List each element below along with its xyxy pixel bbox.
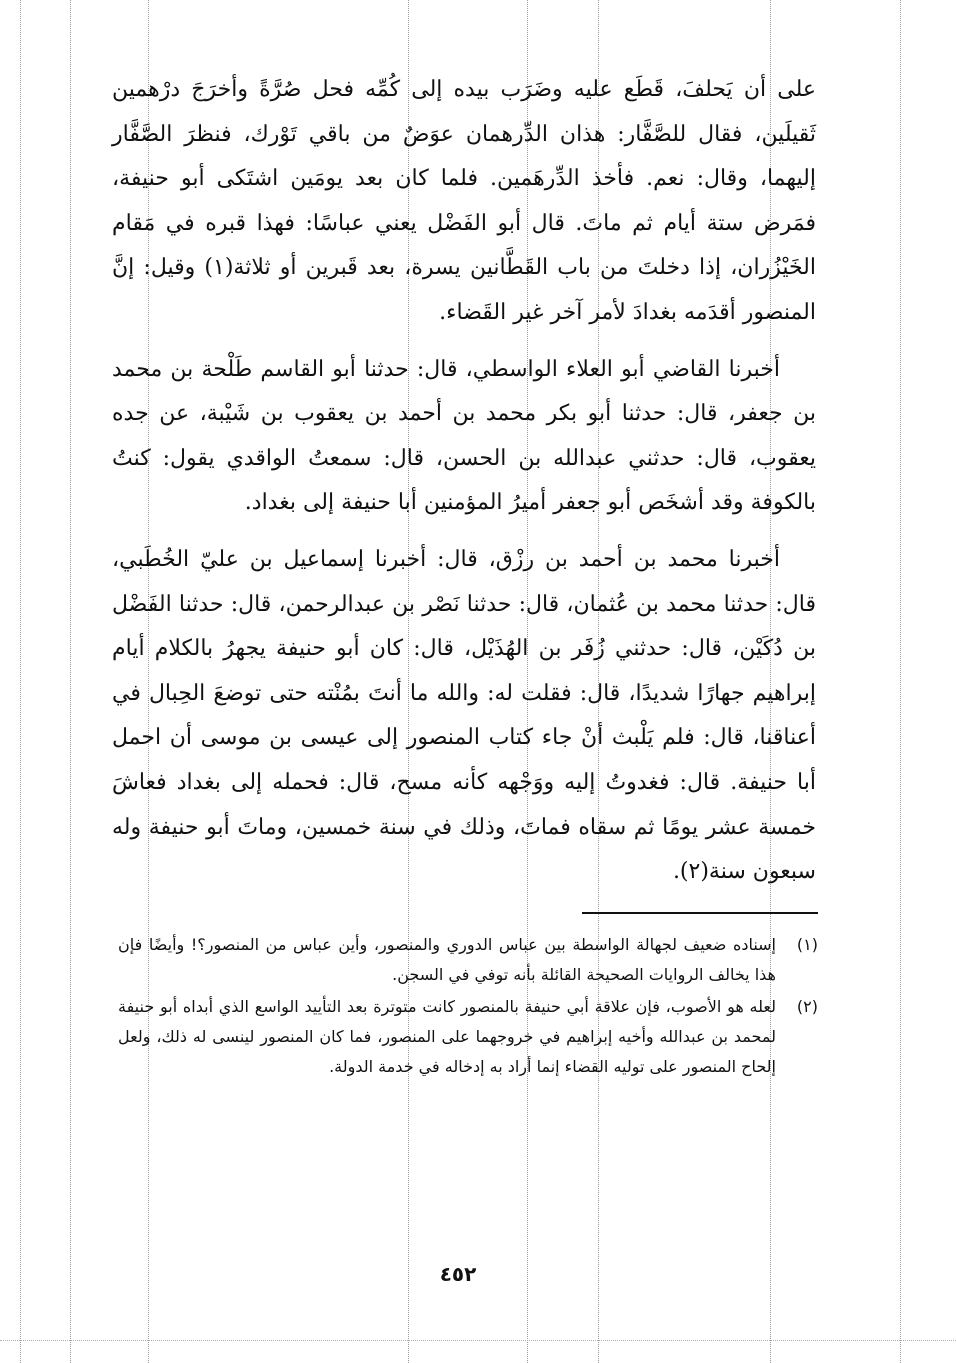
scan-guide-line [900,0,901,1363]
scan-guide-line [70,0,71,1363]
scan-guide-line [20,0,21,1363]
scan-guide-line [0,1340,956,1341]
footnote-number: (١) [796,935,818,954]
paragraph: أخبرنا محمد بن أحمد بن رزْق، قال: أخبرنا إسماعيل بن عليّ الخُطَبي، قال: حدثنا محمد بن عُثمان، قال: حدثنا نَصْر بن عبدالرحمن، قال: حدثنا الفَضْل بن دُكَيْن، قال: حدثني زُفَر بن الهُذَيْل، قال: كان أبو حنيفة يجهرُ بالكلام أيام إبراهيم جهارًا شديدًا، قال: فقلت له: والله ما أنتَ بمُنْته حتى توضعَ الحِبال في أعناقنا، قال: فلم يَلْبث أنْ جاء كتاب المنصور إلى عيسى بن موسى أن احمل أبا حنيفة. قال: فغدوتُ إليه ووَجْهه كأنه مسح، قال: فحمله إلى بغداد فعاشَ خمسة عشر يومًا ثم سقاه فماتَ، وذلك في سنة خمسين، وماتَ أبو حنيفة وله سبعون سنة(٢). [112,546,816,885]
footnote-number: (٢) [796,997,818,1016]
page-number: ٤٥٢ [439,1262,477,1286]
footnote-separator [582,912,818,914]
main-text [112,68,816,907]
footnote [118,992,818,1082]
footnote-text: إسناده ضعيف لجهالة الواسطة بين عباس الدوري والمنصور، وأين عباس من المنصور؟! وأيضًا فإن هذا يخالف الروايات الصحيحة القائلة بأنه توفي في السجن. [118,935,776,984]
paragraph: أخبرنا القاضي أبو العلاء الواسطي، قال: حدثنا أبو القاسم طَلْحة بن محمد بن جعفر، قال: حدثنا أبو بكر محمد بن أحمد بن يعقوب بن شَيْبة، عن جده يعقوب، قال: حدثني عبدالله بن الحسن، قال: سمعتُ الواقدي يقول: كنتُ بالكوفة وقد أشخَص أبو جعفر أميرُ المؤمنين أبا حنيفة إلى بغداد. [112,356,816,516]
footnote [118,930,818,990]
footnotes [118,930,818,1084]
footnote-text: لعله هو الأصوب، فإن علاقة أبي حنيفة بالمنصور كانت متوترة بعد التأييد الواسع الذي أبداه أبو حنيفة لمحمد بن عبدالله وأخيه إبراهيم في خروجهما على المنصور، فما كان المنصور لينسى له ذلك، ولعل إلحاح المنصور على توليه القضاء إنما أراد به إدخاله في خدمة الدولة. [118,997,776,1076]
paragraph: على أن يَحلفَ، قَطَع عليه وضَرَب بيده إلى كُمِّه فحل صُرَّةً وأخرَجَ درْهمين ثَقيلَين، فقال للصَّفَّار: هذان الدِّرهمان عوَضٌ من باقي تَوْرك، فنظرَ الصَّفَّار إليهما، وقال: نعم. فأخذ الدِّرهَمين. فلما كان بعد يومَين اشتَكى أبو حنيفة، فمَرض ستة أيام ثم ماتَ. قال أبو الفَضْل يعني عباسًا: فهذا قبره في مَقام الخَيْزُران، إذا دخلتَ من باب القَطَّانين يسرة، بعد قَبرين أو ثلاثة(١) وقيل: إنَّ المنصور أقدَمه بغدادَ لأمر آخر غير القَضاء. [112,77,816,325]
